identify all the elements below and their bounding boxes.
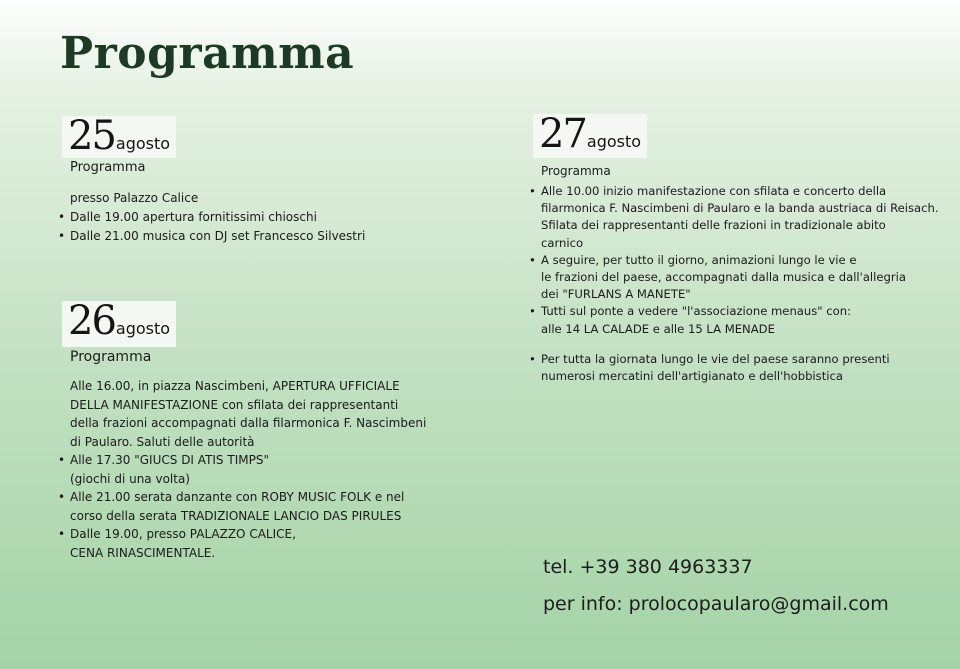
event-line: • Dalle 19.00 apertura fornitissimi chioschi xyxy=(58,208,365,227)
event-line: • Dalle 21.00 musica con DJ set Francesco Silvestri xyxy=(58,227,365,246)
section-subtitle: Programma xyxy=(70,160,146,175)
event-line: • Dalle 19.00, presso PALAZZO CALICE, xyxy=(58,525,426,544)
event-list xyxy=(70,189,365,246)
day-26-section xyxy=(62,298,427,562)
day-number: 27 xyxy=(539,111,586,157)
day-27-section xyxy=(533,111,939,385)
event-line: • A seguire, per tutto il giorno, animazioni lungo le vie e xyxy=(529,252,939,269)
event-line: • Alle 10.00 inizio manifestazione con sfilata e concerto della xyxy=(529,183,939,200)
phone-contact: tel. +39 380 4963337 xyxy=(543,556,753,578)
email-contact: per info: prolocopaularo@gmail.com xyxy=(543,593,889,615)
event-list xyxy=(541,183,939,385)
event-line: • Per tutta la giornata lungo le vie del paese saranno presenti xyxy=(529,351,939,368)
month-label: agosto xyxy=(115,319,171,338)
day-number: 26 xyxy=(68,298,115,344)
month-label: agosto xyxy=(586,132,642,151)
section-subtitle: Programma xyxy=(541,164,611,178)
date-badge xyxy=(533,111,647,158)
date-badge xyxy=(62,298,176,347)
event-line: corso della serata TRADIZIONALE LANCIO DAS PIRULES xyxy=(70,508,402,523)
event-line: • Alle 17.30 "GIUCS DI ATIS TIMPS" xyxy=(58,451,426,470)
event-line: DELLA MANIFESTAZIONE con sfilata dei rappresentanti xyxy=(70,397,399,412)
event-list xyxy=(70,377,426,562)
day-number: 25 xyxy=(68,113,115,159)
event-line-spacer xyxy=(541,338,939,351)
event-line: • Alle 21.00 serata danzante con ROBY MUSIC FOLK e nel xyxy=(58,488,426,507)
section-subtitle: Programma xyxy=(70,349,152,365)
page-title: Programma xyxy=(60,28,355,79)
month-label: agosto xyxy=(115,134,171,153)
event-line: CENA RINASCIMENTALE. xyxy=(70,545,216,560)
event-line: della frazioni accompagnati dalla filarmonica F. Nascimbeni xyxy=(70,416,427,430)
event-line: alle 14 LA CALADE e alle 15 LA MENADE xyxy=(541,321,775,336)
event-line: Sfilata dei rappresentanti delle frazioni in tradizionale abito xyxy=(541,218,886,233)
event-line: • Tutti sul ponte a vedere "l'associazione menaus" con: xyxy=(529,303,939,320)
event-line: carnico xyxy=(541,235,584,250)
event-line: di Paularo. Saluti delle autorità xyxy=(70,434,255,449)
day-25-section xyxy=(62,113,366,246)
event-line: le frazioni del paese, accompagnati dalla musica e dall'allegria xyxy=(541,270,906,285)
event-line: presso Palazzo Calice xyxy=(70,191,199,205)
event-line: numerosi mercatini dell'artigianato e dell'hobbistica xyxy=(541,369,843,384)
event-line: Alle 16.00, in piazza Nascimbeni, APERTURA UFFICIALE xyxy=(70,379,400,393)
event-line: (giochi di una volta) xyxy=(70,471,190,486)
event-line: dei "FURLANS A MANETE" xyxy=(541,287,691,302)
date-badge xyxy=(62,113,176,159)
event-line: filarmonica F. Nascimbeni di Paularo e la banda austriaca di Reisach. xyxy=(541,201,939,216)
